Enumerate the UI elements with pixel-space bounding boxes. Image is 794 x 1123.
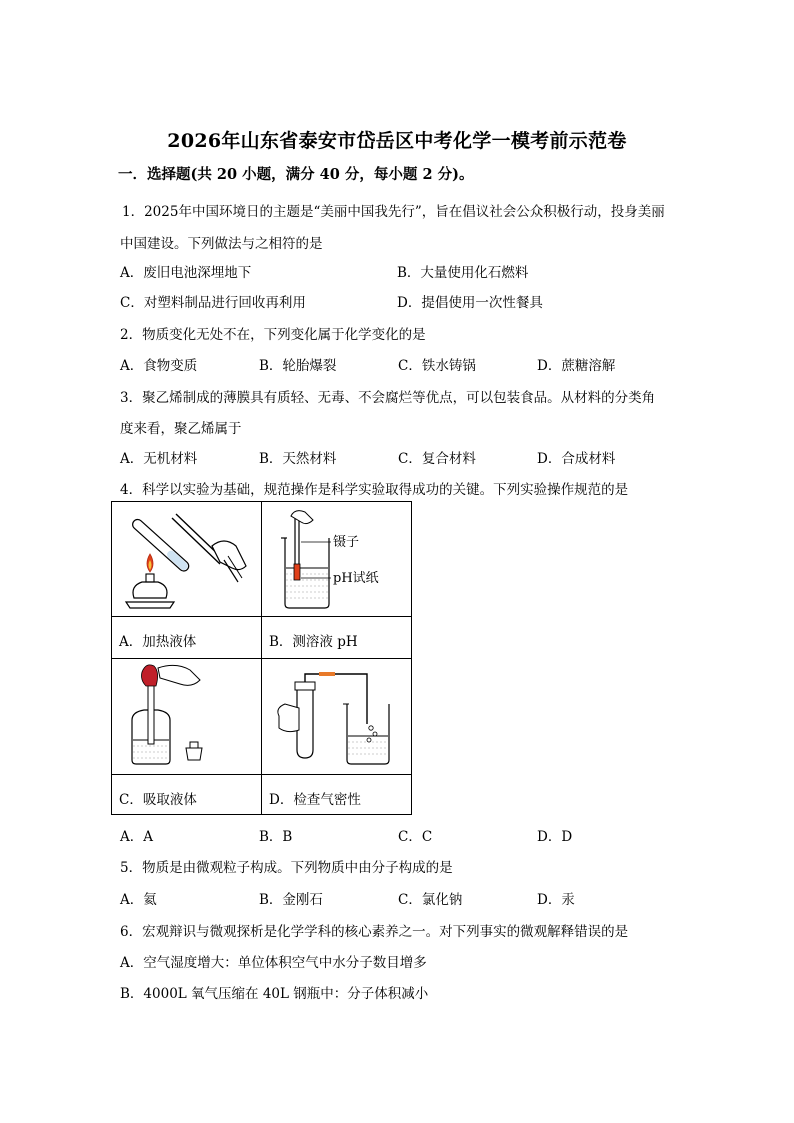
q2-option-a: A．食物变质 [120,358,198,374]
q2-option-b: B．轮胎爆裂 [259,358,337,374]
airtightness-illustration [267,664,407,770]
q2-option-c: C．铁水铸锅 [398,358,476,374]
q3-option-a: A．无机材料 [120,451,198,467]
q1-option-d: D．提倡使用一次性餐具 [397,295,543,311]
q4-option-b: B．B [259,829,293,845]
table-divider [112,616,411,617]
q5-option-b: B．金刚石 [259,892,323,908]
q4-figure-table [111,501,412,815]
caption-d: D．检查气密性 [269,792,361,808]
q4-stem: 4．科学以实验为基础，规范操作是科学实验取得成功的关键。下列实验操作规范的是 [120,482,629,498]
exam-title: 2026年山东省泰安市岱岳区中考化学一模考前示范卷 [167,130,627,152]
heating-liquid-illustration [120,506,255,614]
q1-stem-line2: 中国建设。下列做法与之相符的是 [120,236,323,252]
ph-paper-label: pH试纸 [333,571,379,586]
q6-option-a: A．空气湿度增大：单位体积空气中水分子数目增多 [120,955,427,971]
q3-option-c: C．复合材料 [398,451,476,467]
caption-b: B．测溶液 pH [269,634,358,650]
caption-a: A．加热液体 [119,634,197,650]
q6-stem: 6．宏观辩识与微观探析是化学学科的核心素养之一。对下列事实的微观解释错误的是 [120,924,629,940]
q3-option-b: B．天然材料 [259,451,337,467]
q4-option-d: D．D [537,829,573,845]
q4-option-a: A．A [120,829,153,845]
q5-option-a: A．氦 [120,892,157,908]
q4-option-c: C．C [398,829,433,845]
ph-test-illustration [267,508,407,614]
q3-option-d: D．合成材料 [537,451,616,467]
q3-stem-line1: 3．聚乙烯制成的薄膜具有质轻、无毒、不会腐烂等优点，可以包装食品。从材料的分类角 [120,390,656,406]
q3-stem-line2: 度来看，聚乙烯属于 [120,421,242,437]
q5-option-d: D．汞 [537,892,575,908]
q2-stem: 2．物质变化无处不在，下列变化属于化学变化的是 [120,327,426,343]
q5-stem: 5．物质是由微观粒子构成。下列物质中由分子构成的是 [120,860,453,876]
q1-stem-line1: 1．2025年中国环境日的主题是“美丽中国我先行”，旨在倡议社会公众积极行动，投身美丽 [122,204,665,220]
dropper-illustration [120,662,255,772]
q1-option-b: B．大量使用化石燃料 [397,265,529,281]
section-heading: 一．选择题(共 20 小题，满分 40 分，每小题 2 分)。 [118,166,474,183]
q1-option-a: A．废旧电池深埋地下 [120,265,252,281]
table-divider [112,774,411,775]
q6-option-b: B．4000L 氧气压缩在 40L 钢瓶中：分子体积减小 [120,986,429,1002]
q1-option-c: C．对塑料制品进行回收再利用 [120,295,306,311]
table-divider [112,658,411,659]
caption-c: C．吸取液体 [119,792,197,808]
tweezers-label: 镊子 [333,535,360,550]
q5-option-c: C．氯化钠 [398,892,463,908]
q2-option-d: D．蔗糖溶解 [537,358,616,374]
